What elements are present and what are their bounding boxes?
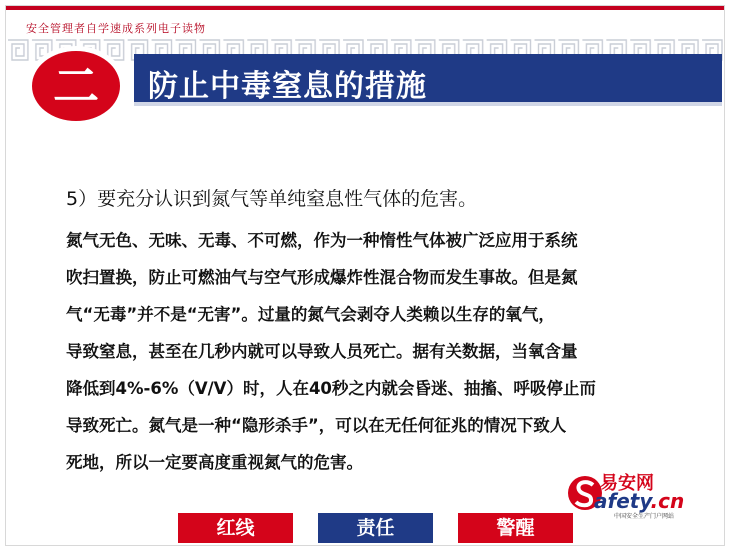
tag-red-line: 红线 (178, 513, 293, 543)
tag-responsibility: 责任 (318, 513, 433, 543)
lead-sentence: 5）要充分认识到氮气等单纯窒息性气体的危害。 (66, 188, 478, 210)
section-number: 二 (32, 51, 120, 121)
body-line: 导致死亡。氮气是一种“隐形杀手”，可以在无任何征兆的情况下致人 (66, 416, 567, 435)
slide (5, 5, 725, 546)
top-rule (6, 6, 724, 10)
body-line: 氮气无色、无味、无毒、不可燃，作为一种惰性气体被广泛应用于系统 (66, 231, 578, 250)
body-line: 气“无毒”并不是“无害”。过量的氮气会剥夺人类赖以生存的氧气， (66, 305, 555, 324)
section-number-badge (26, 46, 126, 126)
body-line: 吹扫置换，防止可燃油气与空气形成爆炸性混合物而发生事故。但是氮 (66, 268, 578, 287)
logo-name-en-domain: .cn (650, 489, 685, 513)
site-logo (566, 469, 716, 519)
title-bar (134, 54, 722, 106)
body-line: 死地，所以一定要高度重视氮气的危害。 (66, 453, 363, 472)
logo-name-cn: 易安网 (600, 473, 654, 494)
page-title: 防止中毒窒息的措施 (148, 69, 427, 104)
body-text (66, 222, 706, 481)
logo-name-en-main: afety (594, 489, 651, 513)
logo-name-en (594, 489, 684, 513)
series-title: 安全管理者自学速成系列电子读物 (26, 22, 206, 35)
tag-alert: 警醒 (458, 513, 573, 543)
body-line: 降低到4%-6%（V/V）时，人在40秒之内就会昏迷、抽搐、呼吸停止而 (66, 379, 596, 398)
body-line: 导致窒息，甚至在几秒内就可以导致人员死亡。据有关数据，当氧含量 (66, 342, 578, 361)
logo-tagline: 中国安全生产门户网站 (614, 513, 675, 520)
